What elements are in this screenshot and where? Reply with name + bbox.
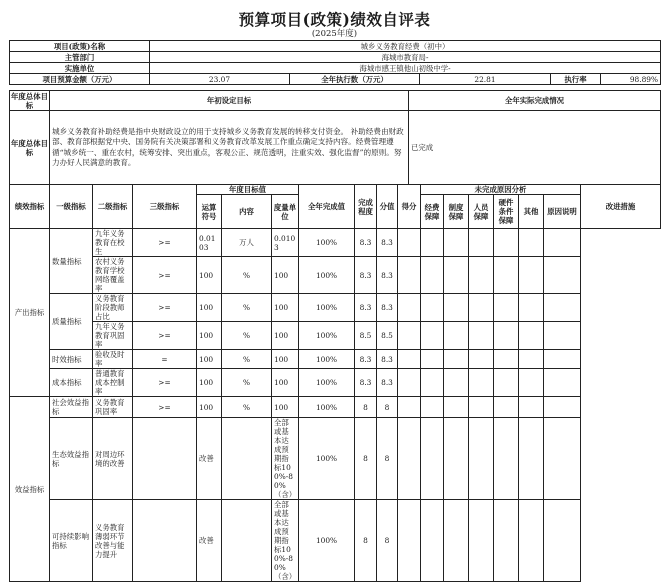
header-level2: 二级指标 [93,185,133,229]
unit-value: 海城市感王镇他山初级中学- [150,63,661,74]
unit-cell [222,418,272,500]
level3-cell: 农村义务教育学校网络覆盖率 [93,257,133,294]
reason-cell [519,500,544,582]
reason-cell [519,294,544,322]
header-reason-funding: 经费保障 [421,195,444,229]
reason-cell [469,229,494,257]
budget-value: 23.07 [150,74,290,85]
reason-cell [494,418,519,500]
completed-cell: 0.0103 [272,229,299,257]
got-cell: 8.3 [377,294,398,322]
content-cell: 100 [197,294,222,322]
got-cell: 8 [377,397,398,418]
reason-cell [469,257,494,294]
reason-cell [469,397,494,418]
reason-cell [444,322,469,350]
reason-cell [421,322,444,350]
reason-cell [494,229,519,257]
reason-cell [398,369,421,397]
operator-cell: >= [133,294,197,322]
unit-cell: % [222,294,272,322]
reason-cell [444,350,469,369]
content-cell: 改善 [197,500,222,582]
goals-table [9,90,661,185]
reason-cell [421,229,444,257]
goals-header-left: 年度总体目标 [11,91,48,110]
table-row [10,350,661,369]
reason-cell [398,500,421,582]
degree-cell: 100% [299,229,355,257]
unit-cell: % [222,257,272,294]
goals-header-set: 年初设定目标 [50,91,409,111]
page-title: 预算项目(政策)绩效自评表 [238,10,431,29]
measures-cell [544,294,581,322]
reason-cell [444,229,469,257]
rate-label: 执行率 [551,74,601,85]
reason-cell [519,369,544,397]
operator-cell: >= [133,369,197,397]
table-row [10,369,661,397]
reason-cell [494,322,519,350]
reason-cell [519,418,544,500]
score-cell: 8 [355,418,377,500]
operator-cell: >= [133,322,197,350]
goals-set-text: 城乡义务教育补助经费是指中央财政设立的用于支持城乡义务教育发展的转移支付资金。 补助经费由财政部、教育部根据党中央、国务院有关决策部署和义务教育改革发展工作重点确定支持内容。经费管理遵循“城乡统一、重在农村，统筹安排、突出重点，客观公正、规范透明，注重实效、强化监督”的原则。努力办好人民满意的教育。 [50,111,409,185]
goals-header-actual: 全年实际完成情况 [409,91,661,111]
level3-cell: 义务教育阶段教师占比 [93,294,133,322]
unit-cell: % [222,350,272,369]
indicators-table [9,184,661,582]
degree-cell: 100% [299,500,355,582]
degree-cell: 100% [299,369,355,397]
reason-cell [469,350,494,369]
year-label: (2025年度) [311,29,358,39]
completed-cell: 100 [272,294,299,322]
table-row [10,418,661,500]
reason-cell [421,350,444,369]
level3-cell: 验收及时率 [93,350,133,369]
reason-cell [398,322,421,350]
operator-cell: = [133,350,197,369]
reason-cell [421,500,444,582]
reason-cell [444,500,469,582]
measures-cell [544,397,581,418]
degree-cell: 100% [299,350,355,369]
unit-cell: 万人 [222,229,272,257]
score-cell: 8 [355,500,377,582]
score-cell: 8 [355,397,377,418]
score-cell: 8.3 [355,369,377,397]
reason-cell [421,369,444,397]
reason-cell [421,397,444,418]
level3-cell: 对周边环境的改善 [93,418,133,500]
completed-cell: 100 [272,397,299,418]
table-row [10,397,661,418]
reason-cell [494,500,519,582]
dept-value: 海城市教育局- [150,52,661,63]
reason-cell [469,500,494,582]
level3-cell: 义务教育薄弱环节改善与能力提升 [93,500,133,582]
content-cell: 100 [197,257,222,294]
reason-cell [398,294,421,322]
reason-cell [519,350,544,369]
reason-cell [469,369,494,397]
measures-cell [544,229,581,257]
unit-cell: % [222,397,272,418]
score-cell: 8.3 [355,229,377,257]
content-cell: 100 [197,322,222,350]
operator-cell: >= [133,397,197,418]
unit-cell: % [222,369,272,397]
unit-cell: % [222,322,272,350]
reason-cell [398,418,421,500]
got-cell: 8.3 [377,369,398,397]
level3-cell: 九年义务教育巩固率 [93,322,133,350]
reason-cell [469,322,494,350]
got-cell: 8.5 [377,322,398,350]
content-cell: 100 [197,369,222,397]
reason-cell [469,294,494,322]
level2-cell: 成本指标 [50,369,93,397]
score-cell: 8.3 [355,350,377,369]
exec-value: 22.81 [420,74,551,85]
header-reason-group: 未完成原因分析 [421,185,581,195]
measures-cell [544,350,581,369]
budget-label: 项目预算金额（万元） [10,74,150,85]
content-cell: 改善 [197,418,222,500]
operator-cell [133,418,197,500]
project-name-label: 项目(政策)名称 [10,41,150,52]
reason-cell [398,350,421,369]
header-score: 分值 [377,185,398,229]
table-row [10,294,661,322]
reason-cell [444,397,469,418]
operator-cell [133,500,197,582]
header-reason-staff: 人员保障 [469,195,494,229]
measures-cell [544,369,581,397]
score-cell: 8.3 [355,257,377,294]
got-cell: 8 [377,500,398,582]
header-level1: 一级指标 [50,185,93,229]
header-measures: 改进措施 [581,185,661,229]
reason-cell [519,322,544,350]
measures-cell [544,322,581,350]
content-cell: 100 [197,350,222,369]
level2-cell: 数量指标 [50,229,93,294]
level3-cell: 普通教育成本控制率 [93,369,133,397]
got-cell: 8 [377,418,398,500]
content-cell: 100 [197,397,222,418]
measures-cell [544,257,581,294]
level2-cell: 质量指标 [50,294,93,350]
completed-cell: 全部或基本达成预期指标100%-80%（含） [272,500,299,582]
level2-cell: 生态效益指标 [50,418,93,500]
degree-cell: 100% [299,418,355,500]
degree-cell: 100% [299,257,355,294]
reason-cell [421,418,444,500]
table-row [10,322,661,350]
table-row [10,257,661,294]
level2-cell: 时效指标 [50,350,93,369]
got-cell: 8.3 [377,229,398,257]
reason-cell [494,294,519,322]
header-completed: 全年完成值 [299,185,355,229]
header-target-group: 年度目标值 [197,185,299,195]
reason-cell [494,369,519,397]
reason-cell [519,257,544,294]
content-cell: 0.0103 [197,229,222,257]
degree-cell: 100% [299,294,355,322]
reason-cell [444,294,469,322]
got-cell: 8.3 [377,257,398,294]
score-cell: 8.3 [355,294,377,322]
level2-cell: 社会效益指标 [50,397,93,418]
level2-cell: 可持续影响指标 [50,500,93,582]
operator-cell: >= [133,229,197,257]
completed-cell: 全部或基本达成预期指标100%-80%（含） [272,418,299,500]
reason-cell [519,397,544,418]
header-degree: 完成程度 [355,185,377,229]
header-reason-system: 制度保障 [444,195,469,229]
rate-value: 98.89% [601,74,661,85]
goals-actual-text: 已完成 [409,111,661,185]
reason-cell [519,229,544,257]
reason-cell [444,418,469,500]
exec-label: 全年执行数（万元） [290,74,420,85]
unit-label: 实施单位 [10,63,150,74]
reason-cell [444,369,469,397]
reason-cell [494,397,519,418]
header-reason-other: 其他 [519,195,544,229]
unit-cell [222,500,272,582]
goals-row-label: 年度总体目标 [10,111,50,185]
reason-cell [494,350,519,369]
header-level3: 三级指标 [133,185,197,229]
dept-label: 主管部门 [10,52,150,63]
reason-cell [421,294,444,322]
header-operator: 运算符号 [197,195,222,229]
level3-cell: 义务教育巩固率 [93,397,133,418]
degree-cell: 100% [299,322,355,350]
degree-cell: 100% [299,397,355,418]
reason-cell [494,257,519,294]
reason-cell [398,257,421,294]
operator-cell: >= [133,257,197,294]
level1-cell: 效益指标 [10,397,50,582]
got-cell: 8.3 [377,350,398,369]
header-got: 得分 [398,185,421,229]
completed-cell: 100 [272,322,299,350]
table-row [10,229,661,257]
completed-cell: 100 [272,257,299,294]
reason-cell [469,418,494,500]
reason-cell [421,257,444,294]
measures-cell [544,500,581,582]
header-reason-hardware: 硬件条件保障 [494,195,519,229]
info-table [9,40,661,85]
reason-cell [398,229,421,257]
level3-cell: 九年义务教育在校生 [93,229,133,257]
table-row [10,500,661,582]
section-label: 绩效指标 [10,185,50,229]
header-unit: 度量单位 [272,195,299,229]
reason-cell [398,397,421,418]
measures-cell [544,418,581,500]
reason-cell [444,257,469,294]
header-content: 内容 [222,195,272,229]
completed-cell: 100 [272,369,299,397]
completed-cell: 100 [272,350,299,369]
header-reason-note: 原因说明 [544,195,581,229]
score-cell: 8.5 [355,322,377,350]
level1-cell: 产出指标 [10,229,50,397]
project-name-value: 城乡义务教育经费（初中） [150,41,661,52]
